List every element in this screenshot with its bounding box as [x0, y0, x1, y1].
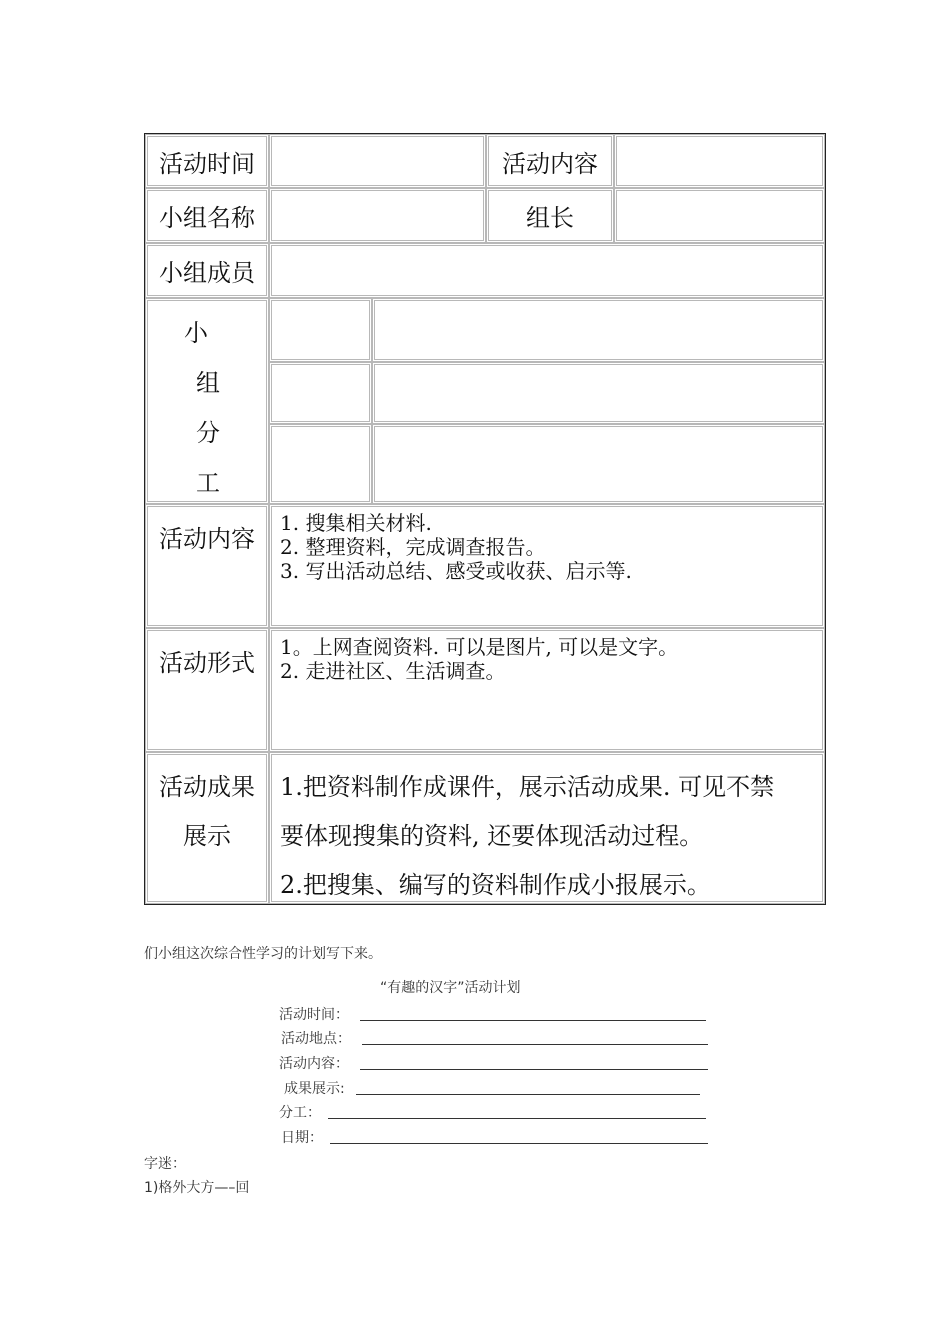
- content-line: 1.把资料制作成课件，展示活动成果. 可见不禁: [280, 773, 775, 801]
- activity-results-text: [269, 752, 825, 904]
- label-text: 组长: [526, 204, 574, 232]
- field-label-content: 活动内容：: [279, 1056, 349, 1072]
- label-activity-form: [145, 628, 269, 752]
- label-text: 活动内容: [159, 525, 255, 553]
- label-activity-time: [145, 134, 269, 188]
- label-group-leader: [486, 188, 614, 243]
- field-label-date: 日期：: [281, 1130, 323, 1146]
- activity-form-text: [269, 628, 825, 752]
- label-text: 活动成果: [159, 773, 255, 801]
- division-char: 分: [196, 419, 220, 447]
- field-label-location: 活动地点：: [281, 1031, 351, 1047]
- label-text: 展示: [183, 822, 231, 850]
- content-line: 1. 搜集相关材料.: [280, 511, 432, 535]
- group-name-input[interactable]: [269, 188, 486, 243]
- label-activity-content: [145, 504, 269, 628]
- label-group-division: [145, 298, 269, 504]
- riddle-item-1: 1)格外大方—–回: [144, 1180, 250, 1196]
- label-group-name: [145, 188, 269, 243]
- content-line: 1。上网查阅资料. 可以是图片, 可以是文字。: [280, 635, 679, 659]
- division-task-3[interactable]: [372, 424, 825, 504]
- content-line: 2. 整理资料，完成调查报告。: [280, 535, 546, 559]
- activity-content-text: [269, 504, 825, 628]
- label-group-members: [145, 243, 269, 298]
- field-label-division: 分工：: [279, 1105, 321, 1121]
- field-label-time: 活动时间：: [279, 1007, 349, 1023]
- division-role-2[interactable]: [269, 362, 372, 424]
- content-line: 2. 走进社区、生活调查。: [280, 659, 506, 683]
- content-line: 2.把搜集、编写的资料制作成小报展示。: [280, 871, 711, 899]
- field-line-results[interactable]: [356, 1094, 700, 1095]
- label-activity-content-header: [486, 134, 614, 188]
- activity-content-input[interactable]: [614, 134, 825, 188]
- label-text: 小组名称: [159, 204, 255, 232]
- riddle-heading: 字迷：: [144, 1156, 186, 1172]
- label-text: 小组成员: [159, 259, 255, 287]
- field-line-content[interactable]: [360, 1069, 708, 1070]
- activity-plan-table: [144, 133, 826, 905]
- plan-title: “有趣的汉字”活动计划: [380, 980, 521, 996]
- label-text: 活动内容: [502, 149, 598, 178]
- activity-time-input[interactable]: [269, 134, 486, 188]
- division-char: 工: [196, 469, 220, 497]
- field-line-location[interactable]: [362, 1044, 708, 1045]
- division-char: 小: [184, 319, 208, 347]
- content-line: 3. 写出活动总结、感受或收获、启示等.: [280, 559, 632, 583]
- division-role-1[interactable]: [269, 298, 372, 362]
- field-line-date[interactable]: [330, 1143, 708, 1144]
- content-line: 要体现搜集的资料, 还要体现活动过程。: [280, 822, 704, 850]
- division-task-1[interactable]: [372, 298, 825, 362]
- label-activity-results: [145, 752, 269, 904]
- group-members-input[interactable]: [269, 243, 825, 298]
- field-label-results: 成果展示:: [284, 1081, 345, 1097]
- field-line-division[interactable]: [328, 1118, 706, 1119]
- label-text: 活动时间: [159, 149, 255, 178]
- label-text: 活动形式: [159, 649, 255, 677]
- division-char: 组: [196, 369, 220, 397]
- division-role-3[interactable]: [269, 424, 372, 504]
- division-task-2[interactable]: [372, 362, 825, 424]
- intro-text: 们小组这次综合性学习的计划写下来。: [144, 946, 382, 962]
- group-leader-input[interactable]: [614, 188, 825, 243]
- field-line-time[interactable]: [360, 1020, 706, 1021]
